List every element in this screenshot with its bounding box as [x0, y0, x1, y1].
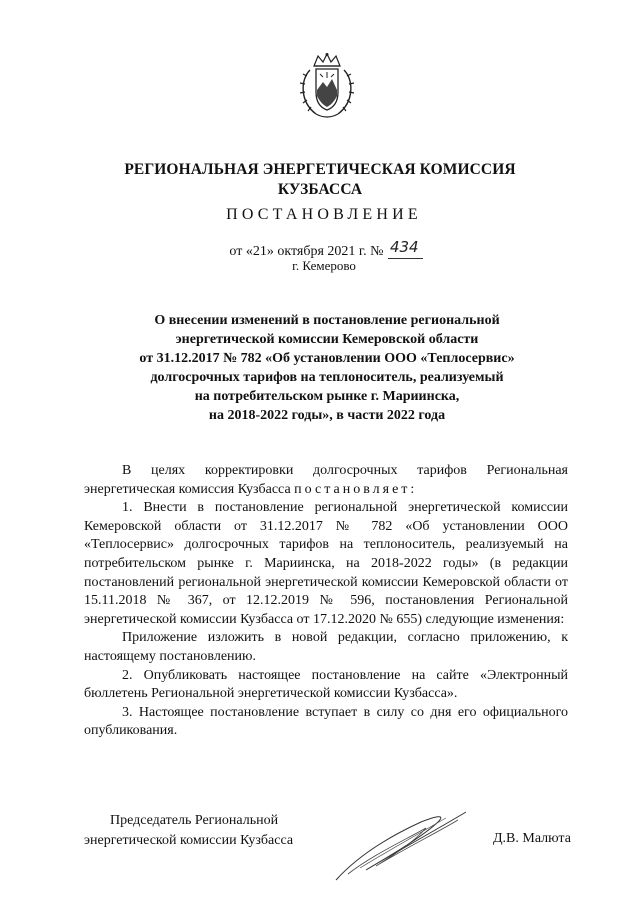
item-3: 3. Настоящее постановление вступает в силу со дня его официального опубликования.	[84, 704, 568, 739]
subject-line: от 31.12.2017 № 782 «Об установлении ООО «Теплосервис»	[139, 351, 515, 366]
decree-subject	[0, 311, 640, 425]
subject-line: долгосрочных тарифов на теплоноситель, реализуемый	[150, 370, 504, 385]
org-line-2: КУЗБАССА	[277, 181, 363, 198]
decree-number-value: 434	[389, 238, 419, 256]
intro-paragraph	[84, 462, 568, 499]
item-1-sub: Приложение изложить в новой редакции, согласно приложению, к настоящему постановлению.	[84, 630, 568, 664]
handwritten-signature	[326, 808, 476, 888]
subject-line: О внесении изменений в постановление региональной	[154, 313, 500, 328]
item-1: 1. Внести в постановление региональной энергетической комиссии Кемеровской области от 31.12.2017 № 782 «Об установлении ООО «Теплосервис» долгосрочных тарифов на теплоноситель, реализуемый на потребительском рынке г. Мариинска, на 2018-2022 годы» (в редакции постановлений региональной энергетической комиссии Кемеровской области от 15.11.2018 № 367, от 12.12.2019 № 596, постановления Региональной энергетической комиссии Кузбасса от 17.12.2020 № 655) следующие изменения:	[84, 500, 568, 627]
coat-of-arms-icon	[296, 52, 358, 122]
date-text: от «21» октября 2021 г. №	[229, 244, 384, 259]
subject-line: на 2018-2022 годы», в части 2022 года	[208, 408, 446, 423]
signatory-title	[84, 811, 294, 851]
document-type: ПОСТАНОВЛЕНИЕ	[226, 206, 422, 223]
intro-verb: постановляет:	[294, 481, 418, 497]
city: г. Кемерово	[292, 258, 356, 273]
subject-line: энергетической комиссии Кемеровской области	[175, 332, 479, 347]
organization-name	[0, 160, 640, 200]
org-line-1: РЕГИОНАЛЬНАЯ ЭНЕРГЕТИЧЕСКАЯ КОМИССИЯ	[124, 161, 516, 178]
signatory-name: Д.В. Малюта	[493, 831, 571, 846]
signatory-title-line-1: Председатель Региональной	[110, 813, 279, 828]
subject-line: на потребительском рынке г. Мариинска,	[194, 389, 460, 404]
signatory-title-line-2: энергетической комиссии Кузбасса	[84, 833, 294, 848]
item-2: 2. Опубликовать настоящее постановление на сайте «Электронный бюллетень Региональной энергетической комиссии Кузбасса».	[84, 667, 568, 702]
intro-text: В целях корректировки долгосрочных тарифов Региональная энергетическая комиссия Кузбасса	[84, 463, 568, 497]
decree-body	[84, 462, 568, 741]
